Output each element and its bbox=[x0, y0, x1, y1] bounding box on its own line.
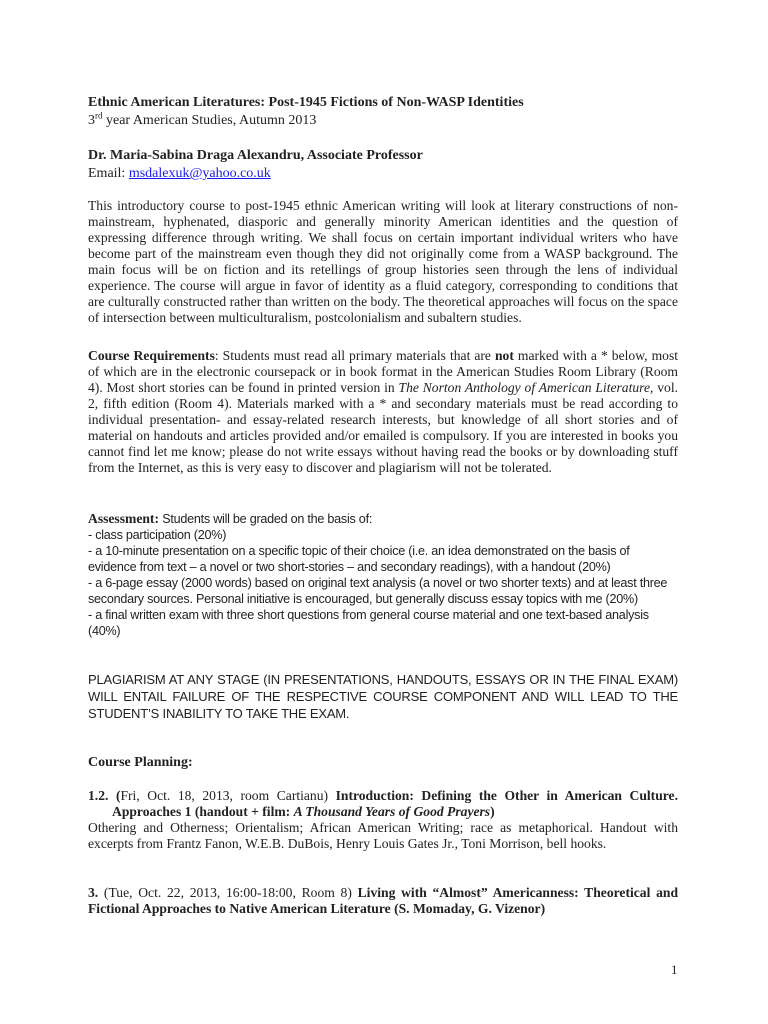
page-number: 1 bbox=[671, 962, 678, 977]
plagiarism-warning: PLAGIARISM AT ANY STAGE (IN PRESENTATIONS, HANDOUTS, ESSAYS OR IN THE FINAL EXAM) WILL ENTAIL FAILURE OF THE RESPECTIVE COURSE COMPONENT AND WILL LEAD TO THE STUDENT’S INABILITY TO TAKE THE EXAM. bbox=[88, 672, 678, 721]
session-3-number: 3. bbox=[88, 885, 104, 900]
requirements-text-3: , vol. 2, fifth edition (Room 4). Materials marked with a * and secondary materials must be read according to individual presentation- and essay-related research interests, but knowledge of all short stories and of material on handouts and articles provided and/or emailed is compulsory. If you are interested in books you cannot find let me know; please do not write essays without having read the books or by downloading stuff from the Internet, as this is very easy to discover and plagiarism will not be tolerated. bbox=[88, 380, 678, 475]
norton-anthology-title: The Norton Anthology of American Literature bbox=[398, 380, 650, 395]
session-1-number: 1.2. bbox=[88, 788, 116, 803]
session-3-title: Living with “Almost” Americanness: Theoretical and Fictional Approaches to Native American Literature (S. Momaday, G. Vizenor) bbox=[88, 885, 679, 916]
session-1-paren: ( bbox=[115, 788, 121, 803]
assessment-item: - class participation (20%) bbox=[88, 528, 227, 542]
session-1-heading bbox=[88, 788, 678, 852]
email-line bbox=[88, 166, 678, 182]
session-1-title: Introduction: Defining the Other in American Culture. Approaches 1 (handout + film: bbox=[112, 788, 678, 819]
assessment-item: - a 6-page essay (2000 words) based on original text analysis (a novel or two shorter texts) and at least three secondary sources. Personal initiative is encouraged, but generally discuss essay topics with me (20%) bbox=[88, 576, 668, 606]
session-1-body: Othering and Otherness; Orientalism; African American Writing; race as metaphorical. Handout with excerpts from Frantz Fanon, W.E.B. DuBois, Henry Louis Gates Jr., Toni Morrison, bell hooks. bbox=[88, 820, 678, 851]
requirements-not: not bbox=[495, 348, 514, 363]
requirements-text-1: : Students must read all primary materials that are bbox=[214, 348, 495, 363]
year-number: 3 bbox=[88, 113, 95, 128]
course-subtitle bbox=[88, 110, 678, 129]
instructor-name: Dr. Maria-Sabina Draga Alexandru, Associate Professor bbox=[88, 148, 423, 163]
assessment-label: Assessment: bbox=[88, 511, 159, 526]
email-label: Email: bbox=[88, 166, 129, 181]
requirements-paragraph bbox=[88, 348, 678, 476]
assessment-item: - a 10-minute presentation on a specific topic of their choice (i.e. an idea demonstrated on the basis of evidence from text – a novel or two short-stories – and secondary readings), with a handout (20%) bbox=[88, 544, 630, 574]
intro-paragraph: This introductory course to post-1945 ethnic American writing will look at literary constructions of non-mainstream, hyphenated, diasporic and generally minority American identities and the question of expressing difference through writing. We shall focus on certain important individual writers who have become part of the mainstream even though they did not originally come from a WASP background. The main focus will be on fiction and its retellings of group histories seen through the lens of individual experience. The course will argue in favor of identity as a fluid category, corresponding to conditions that are culturally constructed rather than written on the body. The theoretical approaches will focus on the space of intersection between multiculturalism, postcolonialism and subaltern studies. bbox=[88, 198, 678, 325]
requirements-label: Course Requirements bbox=[88, 348, 215, 363]
assessment-section bbox=[88, 511, 678, 639]
session-1-date: Fri, Oct. 18, 2013, room Cartianu) bbox=[120, 788, 336, 803]
year-superscript: rd bbox=[95, 110, 103, 121]
course-title: Ethnic American Literatures: Post-1945 Fictions of Non-WASP Identities bbox=[88, 95, 524, 110]
assessment-intro-text: Students will be graded on the basis of: bbox=[158, 512, 373, 526]
session-1-film: A Thousand Years of Good Prayers bbox=[293, 804, 491, 819]
session-1-title-line bbox=[88, 788, 678, 820]
session-3-heading bbox=[88, 885, 678, 917]
requirements-text-2: marked with a * below, most of which are in the electronic coursepack or in book format in the American Studies Room Library (Room 4). Most short stories can be found in printed version in bbox=[88, 348, 679, 395]
assessment-intro bbox=[88, 511, 678, 527]
assessment-item: - a final written exam with three short questions from general course material and one text-based analysis (40%) bbox=[88, 608, 649, 638]
course-planning-heading: Course Planning: bbox=[88, 755, 193, 770]
year-rest: year American Studies, Autumn 2013 bbox=[102, 113, 317, 128]
session-3-date: (Tue, Oct. 22, 2013, 16:00-18:00, Room 8) bbox=[103, 885, 358, 900]
session-1-close: ) bbox=[490, 804, 495, 819]
email-link[interactable]: msdalexuk@yahoo.co.uk bbox=[128, 166, 271, 181]
